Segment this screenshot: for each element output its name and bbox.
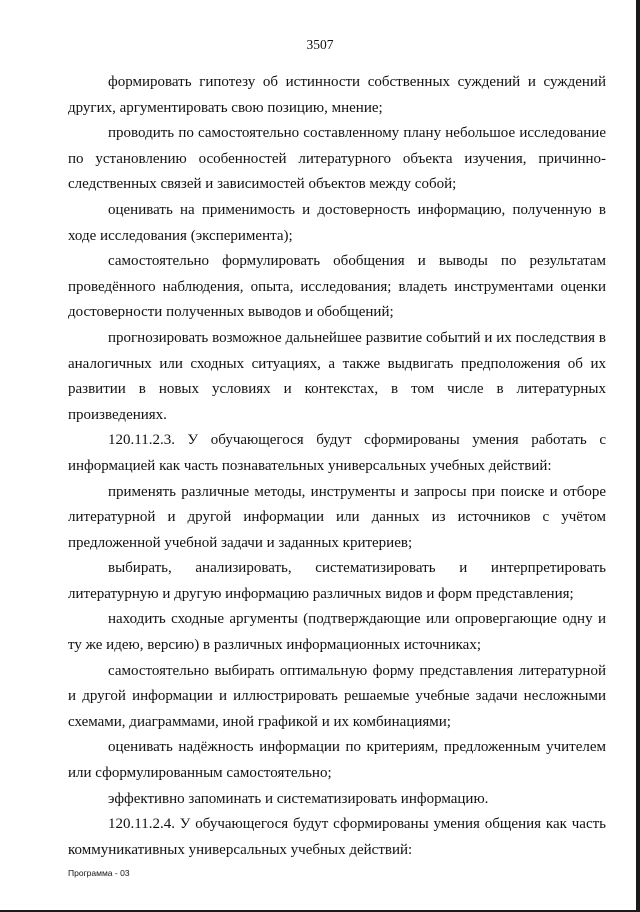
paragraph: самостоятельно выбирать оптимальную форму представления литературной и другой информации и иллюстрировать решаемые учебные задачи несложными схемами, диаграммами, иной графикой и их комбинациями; xyxy=(68,662,606,730)
paragraph: проводить по самостоятельно составленному плану небольшое исследование по установлению особенностей литературного объекта изучения, причинно-следственных связей и зависимостей объектов между собой; xyxy=(68,125,606,193)
paragraph: самостоятельно формулировать обобщения и выводы по результатам проведённого наблюдения, опыта, исследования; владеть инструментами оценки достоверности полученных выводов и обобщений; xyxy=(68,253,606,321)
section-heading-paragraph: 120.11.2.3. У обучающегося будут сформированы умения работать с информацией как часть познавательных универсальных учебных действий: xyxy=(68,432,606,474)
paragraph: выбирать, анализировать, систематизировать и интерпретировать литературную и другую информацию различных видов и форм представления; xyxy=(68,560,606,602)
paragraph: эффективно запоминать и систематизировать информацию. xyxy=(108,790,489,807)
paragraph: оценивать на применимость и достоверность информацию, полученную в ходе исследования (эксперимента); xyxy=(68,201,606,244)
body-text xyxy=(68,70,606,863)
scan-edge-right xyxy=(636,0,640,912)
paragraph: применять различные методы, инструменты и запросы при поиске и отборе литературной и другой информации или данных из источников с учётом предложенной учебной задачи и заданных критериев; xyxy=(68,483,606,551)
page-footer: Программа - 03 xyxy=(68,868,130,878)
paragraph: формировать гипотезу об истинности собственных суждений и суждений других, аргументировать свою позицию, мнение; xyxy=(68,74,606,116)
paragraph: прогнозировать возможное дальнейшее развитие событий и их последствия в аналогичных или сходных ситуациях, а также выдвигать предположения об их развитии в новых условиях и контекстах, в том числе в литературных произведениях. xyxy=(68,329,606,423)
section-heading-paragraph: 120.11.2.4. У обучающегося будут сформированы умения общения как часть коммуникативных универсальных учебных действий: xyxy=(68,816,606,858)
paragraph: оценивать надёжность информации по критериям, предложенным учителем или сформулированным самостоятельно; xyxy=(68,739,606,782)
paragraph: находить сходные аргументы (подтверждающие или опровергающие одну и ту же идею, версию) в различных информационных источниках; xyxy=(68,611,606,654)
page-number: 3507 xyxy=(306,37,334,52)
